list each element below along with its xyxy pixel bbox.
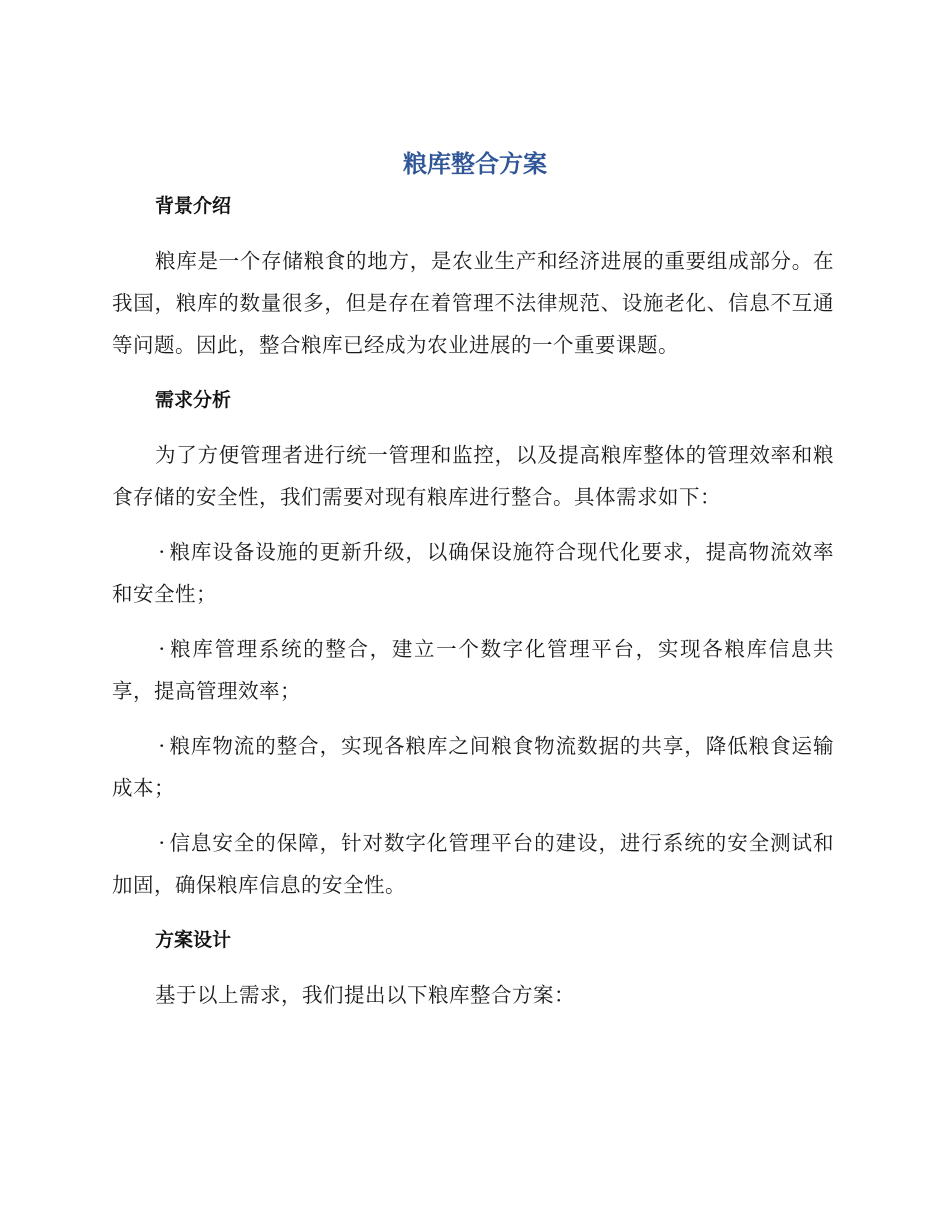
list-item: [112, 822, 834, 906]
paragraph-solution-intro: 基于以上需求，我们提出以下粮库整合方案：: [155, 983, 575, 1007]
section-heading-requirements: 需求分析: [155, 389, 232, 411]
list-item: [112, 628, 834, 712]
list-item-text: 粮库物流的整合，实现各粮库之间粮食物流数据的共享，降低粮食运输成本；: [112, 734, 834, 800]
bullet-marker: ·: [158, 734, 166, 758]
list-item: [112, 531, 834, 615]
paragraph-background: 粮库是一个存储粮食的地方，是农业生产和经济进展的重要组成部分。在我国，粮库的数量很多，但是存在着管理不法律规范、设施老化、信息不互通等问题。因此，整合粮库已经成为农业进展的一个重要课题。: [112, 249, 834, 357]
section-heading-solution: 方案设计: [155, 929, 232, 951]
bullet-marker: ·: [158, 540, 166, 564]
list-item-text: 信息安全的保障，针对数字化管理平台的建设，进行系统的安全测试和加固，确保粮库信息的安全性。: [112, 831, 834, 897]
list-item-text: 粮库设备设施的更新升级，以确保设施符合现代化要求，提高物流效率和安全性；: [112, 540, 834, 606]
list-item: [112, 725, 834, 809]
section-heading-background: 背景介绍: [155, 195, 232, 217]
list-item-text: 粮库管理系统的整合，建立一个数字化管理平台，实现各粮库信息共享，提高管理效率；: [112, 637, 834, 703]
paragraph-requirements-intro: 为了方便管理者进行统一管理和监控，以及提高粮库整体的管理效率和粮食存储的安全性，我们需要对现有粮库进行整合。具体需求如下：: [112, 443, 834, 509]
bullet-marker: ·: [158, 637, 166, 661]
document-title: 粮库整合方案: [403, 150, 547, 178]
bullet-marker: ·: [158, 831, 166, 855]
